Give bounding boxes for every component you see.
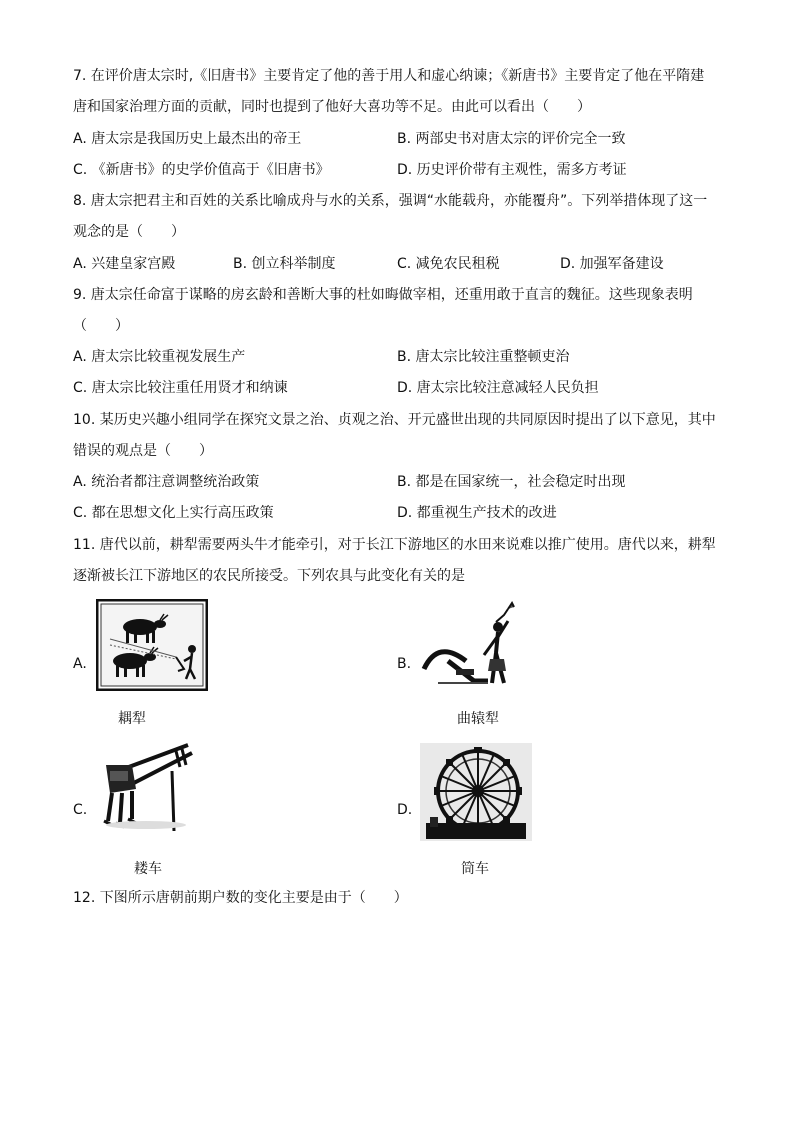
q10-option-b: B. 都是在国家统一，社会稳定时出现 (397, 474, 626, 490)
q8-stem-line1: 8. 唐太宗把君主和百姓的关系比喻成舟与水的关系，强调“水能载舟，亦能覆舟”。下列举措体现了这一 (73, 193, 708, 209)
q9-stem-line1: 9. 唐太宗任命富于谋略的房玄龄和善断大事的杜如晦做宰相，还重用敢于直言的魏征。这些现象表明 (73, 287, 693, 303)
q10-stem-line2: 错误的观点是（ ） (73, 443, 213, 459)
q9-option-a: A. 唐太宗比较重视发展生产 (73, 349, 246, 365)
q11-stem-line2: 逐渐被长江下游地区的农民所接受。下列农具与此变化有关的是 (73, 568, 465, 584)
q8-option-b: B. 创立科举制度 (233, 256, 336, 272)
q10-option-c: C. 都在思想文化上实行高压政策 (73, 505, 274, 521)
q8-stem-line2: 观念的是（ ） (73, 224, 185, 240)
q8-option-c: C. 减免农民租税 (397, 256, 500, 272)
q9-option-d: D. 唐太宗比较注意减轻人民负担 (397, 380, 599, 396)
q9-stem-line2: （ ） (73, 318, 129, 334)
q11-stem-line1: 11. 唐代以前，耕犁需要两头牛才能牵引，对于长江下游地区的水田来说难以推广使用。唐代以来，耕犁 (73, 537, 716, 553)
q11-option-d-label: D. (397, 802, 413, 818)
q7-option-a: A. 唐太宗是我国历史上最杰出的帝王 (73, 131, 302, 147)
q11-option-b-caption: 曲辕犁 (457, 711, 499, 727)
q10-stem-line1: 10. 某历史兴趣小组同学在探究文景之治、贞观之治、开元盛世出现的共同原因时提出了以下意见，其中 (73, 412, 716, 428)
q10-option-d: D. 都重视生产技术的改进 (397, 505, 557, 521)
q11-option-d-caption: 筒车 (461, 861, 489, 877)
q11-option-c-caption: 耧车 (134, 861, 162, 877)
q11-option-c-label: C. (73, 802, 88, 818)
q8-option-a: A. 兴建皇家宫殿 (73, 256, 176, 272)
q11-option-b-label: B. (397, 656, 412, 672)
q7-stem-line1: 7. 在评价唐太宗时,《旧唐书》主要肯定了他的善于用人和虚心纳谏；《新唐书》主要肯定了他在平隋建 (73, 68, 705, 84)
q7-option-c: C. 《新唐书》的史学价值高于《旧唐书》 (73, 162, 330, 178)
q11-option-a-caption: 耦犁 (118, 711, 146, 727)
q12-stem-line1: 12. 下图所示唐朝前期户数的变化主要是由于（ ） (73, 890, 408, 906)
q7-stem-line2: 唐和国家治理方面的贡献，同时也提到了他好大喜功等不足。由此可以看出（ ） (73, 99, 591, 115)
q8-option-d: D. 加强军备建设 (560, 256, 664, 272)
q7-option-d: D. 历史评价带有主观性，需多方考证 (397, 162, 627, 178)
q7-option-b: B. 两部史书对唐太宗的评价完全一致 (397, 131, 626, 147)
curved-plough-image (418, 599, 528, 691)
q10-option-a: A. 统治者都注意调整统治政策 (73, 474, 260, 490)
q9-option-c: C. 唐太宗比较注重任用贤才和纳谏 (73, 380, 288, 396)
waterwheel-image (420, 743, 532, 841)
q11-option-a-label: A. (73, 656, 87, 672)
q9-option-b: B. 唐太宗比较注重整顿吏治 (397, 349, 570, 365)
ou-plough-image (96, 599, 208, 691)
seed-drill-image (96, 741, 196, 833)
